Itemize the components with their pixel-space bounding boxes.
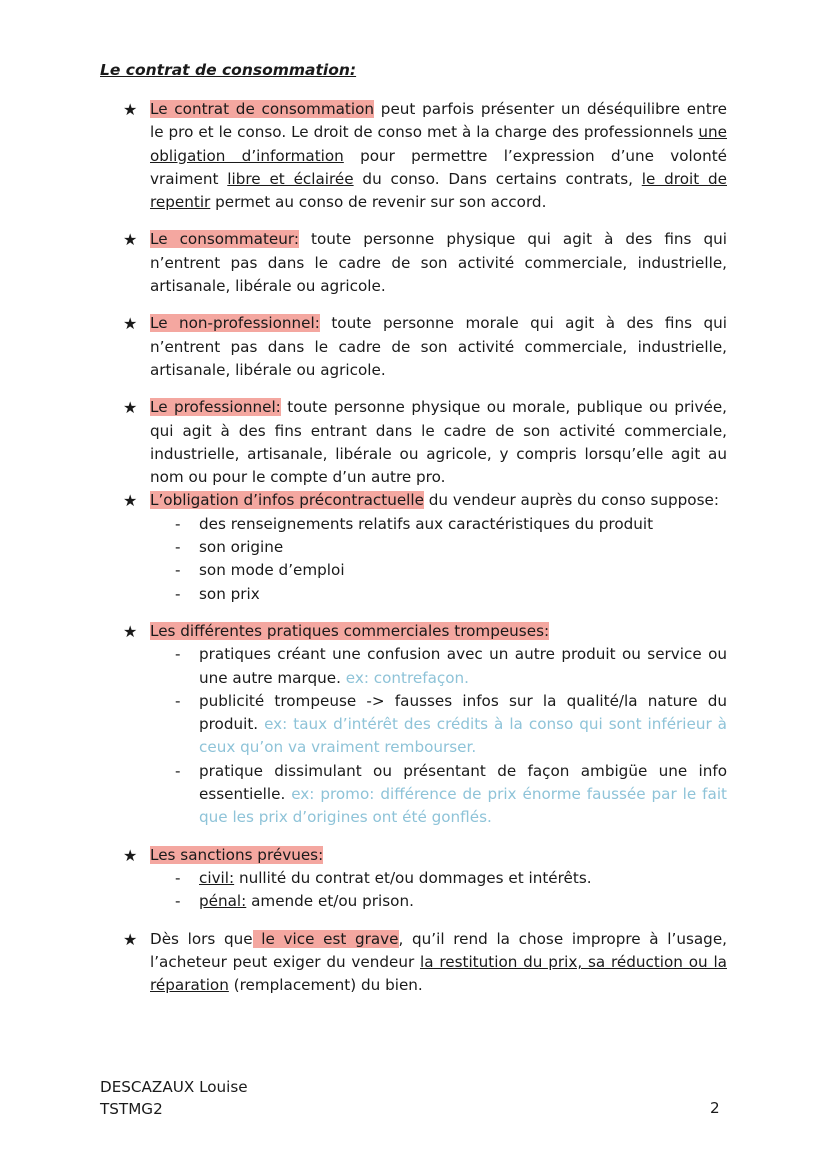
example-text: ex: taux d’intérêt des crédits à la conso qui sont inférieur à ceux qu’on va vraiment rembourser. — [199, 715, 727, 757]
highlighted-term: Le contrat de consommation — [150, 100, 375, 118]
item-text: toute personne morale qui agit à des fins qui n’entrent pas dans le cadre de son activité commerciale, industrielle, artisanale, libérale ou agricole. — [150, 314, 727, 379]
highlighted-term: Le professionnel: — [150, 398, 281, 417]
star-bullet-icon: ★ — [123, 491, 138, 511]
class-name: TSTMG2 — [100, 1099, 163, 1118]
list-item — [123, 928, 727, 998]
item-text: (remplacement) du bien. — [228, 976, 423, 995]
underlined-text: libre et éclairée — [227, 169, 354, 188]
list-item — [123, 228, 727, 298]
sub-list-item: - publicité trompeuse -> fausses infos sur la qualité/la nature du produit. ex: taux d’intérêt des crédits à la conso qui sont inférieur à ceux qu’on va vraiment rembourser. — [175, 691, 727, 757]
star-bullet-icon: ★ — [123, 100, 138, 119]
sub-list-item: - son prix — [199, 583, 727, 606]
star-bullet-icon: ★ — [123, 621, 138, 641]
highlighted-term: le vice est grave — [252, 929, 399, 948]
item-text: pour permettre l’expression d’une volonté vraiment — [150, 146, 727, 188]
footer — [100, 1077, 248, 1120]
dash-bullet-icon: - — [175, 584, 181, 603]
star-bullet-icon: ★ — [123, 845, 138, 865]
dash-bullet-icon: - — [175, 691, 181, 710]
list-item — [123, 312, 727, 382]
example-text: ex: contrefaçon. — [345, 668, 469, 687]
list-item — [123, 489, 727, 605]
dash-bullet-icon: - — [175, 761, 181, 780]
author-name: DESCAZAUX Louise — [100, 1078, 248, 1096]
star-bullet-icon: ★ — [123, 398, 138, 418]
sub-list-item: - pénal: amende et/ou prison. — [199, 890, 727, 913]
highlighted-term: Le consommateur: — [150, 230, 299, 249]
underlined-text: civil: — [199, 868, 235, 887]
star-bullet-icon: ★ — [123, 314, 138, 334]
dash-bullet-icon: - — [175, 538, 181, 557]
page-number: 2 — [710, 1099, 720, 1117]
example-text: ex: promo: différence de prix énorme faussée par le fait que les prix d’origines ont été gonflés. — [199, 785, 727, 827]
dash-bullet-icon: - — [175, 645, 181, 664]
underlined-text: une obligation d’information — [150, 123, 727, 165]
list-item — [123, 844, 727, 914]
item-text: toute personne physique ou morale, publique ou privée, qui agit à des fins entrant dans le cadre de son activité commerciale, industrielle, artisanale, libérale ou agricole, y compris lorsqu’elle agit au nom ou pour le compte d’un autre pro. — [150, 398, 727, 487]
sub-list-item: - son origine — [199, 536, 727, 559]
highlighted-term: Le non-professionnel: — [150, 314, 320, 333]
item-text: toute personne physique qui agit à des fins qui n’entrent pas dans le cadre de son activité commerciale, industrielle, artisanale, libérale ou agricole. — [150, 230, 727, 296]
sub-list — [150, 513, 727, 606]
dash-bullet-icon: - — [175, 892, 181, 911]
list-item — [123, 98, 727, 214]
sub-list-item: - son mode d’emploi — [199, 559, 727, 582]
star-bullet-icon: ★ — [123, 230, 138, 250]
item-text: du conso. Dans certains contrats, — [353, 169, 642, 188]
underlined-text: le droit de repentir — [150, 169, 727, 212]
sub-list — [150, 867, 727, 914]
item-text: Dès lors que — [150, 929, 253, 948]
dash-bullet-icon: - — [175, 514, 181, 533]
star-bullet-icon: ★ — [123, 929, 138, 949]
highlighted-term: Les sanctions prévues: — [150, 845, 324, 864]
list-item — [123, 396, 727, 489]
highlighted-term: L’obligation d’infos précontractuelle — [150, 491, 424, 510]
sub-list-item: - des renseignements relatifs aux caractéristiques du produit — [199, 513, 727, 536]
list-item — [123, 620, 727, 830]
highlighted-term: Les différentes pratiques commerciales trompeuses: — [150, 621, 550, 640]
underlined-text: pénal: — [199, 892, 247, 911]
underlined-text: la restitution du prix, sa réduction ou la réparation — [150, 952, 727, 995]
sub-list-item: - civil: nullité du contrat et/ou dommages et intérêts. — [199, 867, 727, 890]
sub-list-item: - pratiques créant une confusion avec un autre produit ou service ou une autre marque. ex: contrefaçon. — [175, 645, 727, 687]
sub-list-item: - pratique dissimulant ou présentant de façon ambigüe une info essentielle. ex: promo: différence de prix énorme faussée par le fait que les prix d’origines ont été gonflés. — [175, 761, 727, 827]
sub-list — [150, 643, 727, 829]
item-text: du vendeur auprès du conso suppose: — [423, 491, 719, 510]
item-text: peut parfois présenter un déséquilibre entre le pro et le conso. Le droit de conso met à la charge des professionnels — [150, 100, 727, 142]
item-text: , qu’il rend la chose impropre à l’usage, l’acheteur peut exiger du vendeur — [150, 929, 727, 971]
page-title: Le contrat de consommation: — [100, 61, 357, 79]
dash-bullet-icon: - — [175, 868, 181, 887]
item-text: permet au conso de revenir sur son accord. — [210, 193, 547, 212]
dash-bullet-icon: - — [175, 561, 181, 580]
main-list — [123, 98, 727, 1011]
